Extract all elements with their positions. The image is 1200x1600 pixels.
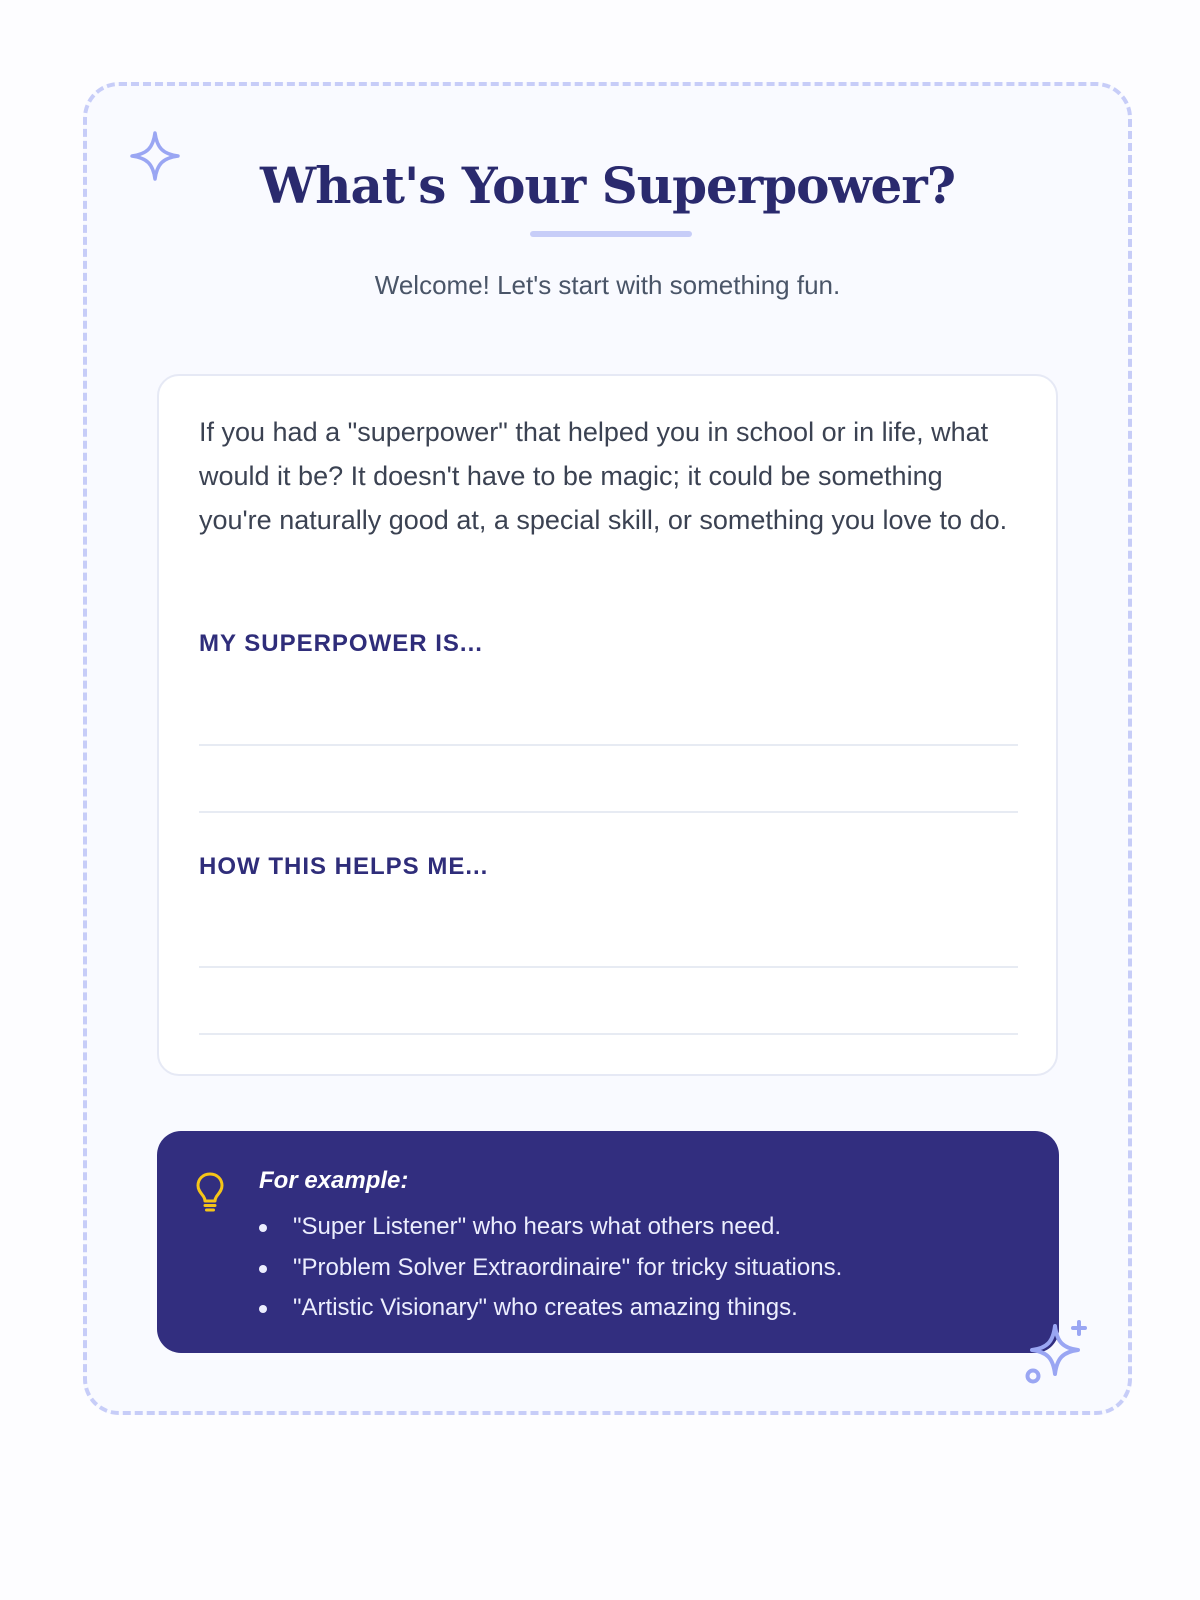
sparkles-icon	[1021, 1318, 1091, 1388]
example-item: "Artistic Visionary" who creates amazing things.	[259, 1288, 842, 1329]
superpower-answer-line-2[interactable]	[199, 811, 1018, 813]
example-heading: For example:	[259, 1167, 409, 1194]
example-item: "Super Listener" who hears what others need.	[259, 1207, 842, 1248]
example-panel	[157, 1131, 1059, 1353]
page-subtitle: Welcome! Let's start with something fun.	[374, 270, 841, 300]
helps-me-answer-line-1[interactable]	[199, 966, 1018, 968]
page-title: What's Your Superpower?	[259, 156, 956, 215]
lightbulb-icon	[195, 1171, 225, 1213]
helps-me-answer-line-2[interactable]	[199, 1033, 1018, 1035]
example-item: "Problem Solver Extraordinaire" for tricky situations.	[259, 1248, 842, 1289]
helps-me-label: HOW THIS HELPS ME...	[199, 853, 489, 880]
superpower-label: MY SUPERPOWER IS...	[199, 630, 483, 657]
prompt-question: If you had a "superpower" that helped you in school or in life, what would it be? It doesn't have to be magic; it could be something you're naturally good at, a special skill, or something you love to do.	[199, 417, 1008, 535]
superpower-answer-line-1[interactable]	[199, 744, 1018, 746]
superpower-worksheet	[83, 82, 1132, 1415]
title-underline	[530, 231, 692, 237]
example-list	[259, 1207, 842, 1329]
prompt-card	[157, 374, 1058, 1076]
